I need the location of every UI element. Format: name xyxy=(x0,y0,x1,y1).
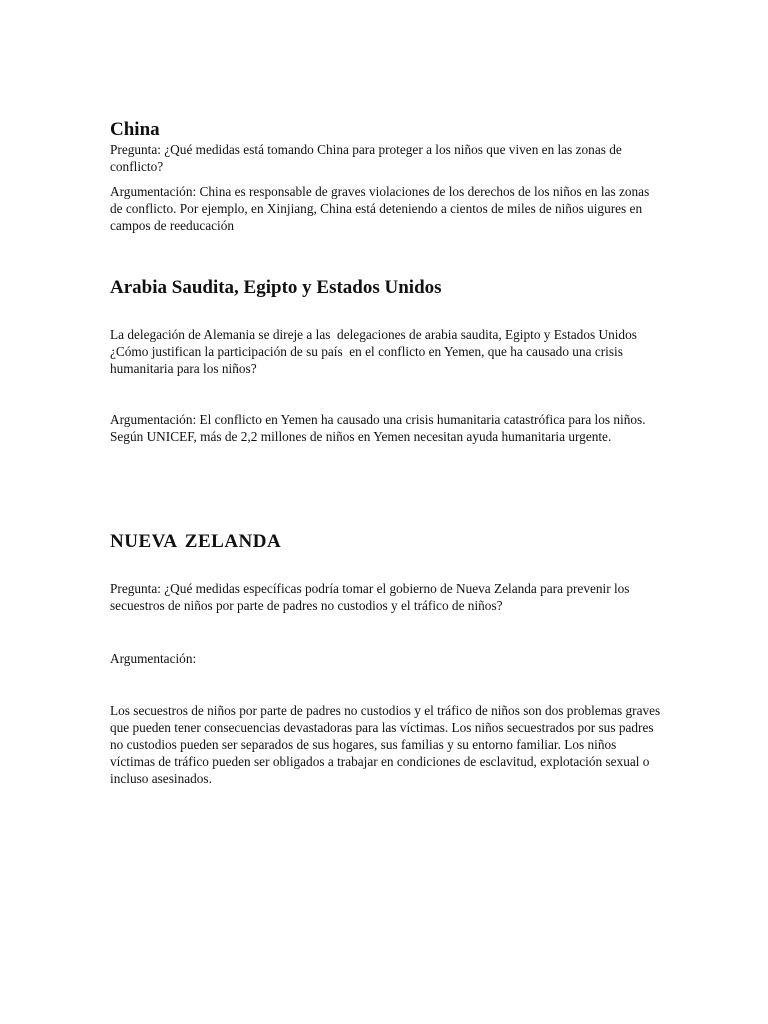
argument-arabia: Argumentación: El conflicto en Yemen ha causado una crisis humanitaria catastrófica para los niños. Según UNICEF, más de 2,2 millones de niños en Yemen necesitan ayuda humanitaria urgente. xyxy=(110,412,646,444)
section-heading-nueva-zelanda: NUEVA ZELANDA xyxy=(110,531,282,552)
question-china: Pregunta: ¿Qué medidas está tomando China para proteger a los niños que viven en las zonas de conflicto? xyxy=(110,142,622,174)
section-heading-china: China xyxy=(110,119,160,140)
question-nueva-zelanda: Pregunta: ¿Qué medidas específicas podría tomar el gobierno de Nueva Zelanda para prevenir los secuestros de niños por parte de padres no custodios y el tráfico de niños? xyxy=(110,581,630,613)
argument-label-nueva-zelanda: Argumentación: xyxy=(110,651,197,666)
section-heading-arabia: Arabia Saudita, Egipto y Estados Unidos xyxy=(110,277,442,298)
argument-china: Argumentación: China es responsable de graves violaciones de los derechos de los niños en las zonas de conflicto. Por ejemplo, en Xinjiang, China está deteniendo a cientos de miles de niños uigures en campos de reeducación xyxy=(110,184,650,233)
argument-nueva-zelanda: Los secuestros de niños por parte de padres no custodios y el tráfico de niños son dos problemas graves que pueden tener consecuencias devastadoras para las víctimas. Los niños secuestrados por sus padres no custodios pueden ser separados de sus hogares, sus familias y su entorno familiar. Los niños víctimas de tráfico pueden ser obligados a trabajar en condiciones de esclavitud, explotación sexual o incluso asesinados. xyxy=(110,703,661,786)
question-arabia: La delegación de Alemania se direje a las delegaciones de arabia saudita, Egipto y Estados Unidos ¿Cómo justifican la participación de su país en el conflicto en Yemen, que ha causado una crisis humanitaria para los niños? xyxy=(110,327,651,376)
